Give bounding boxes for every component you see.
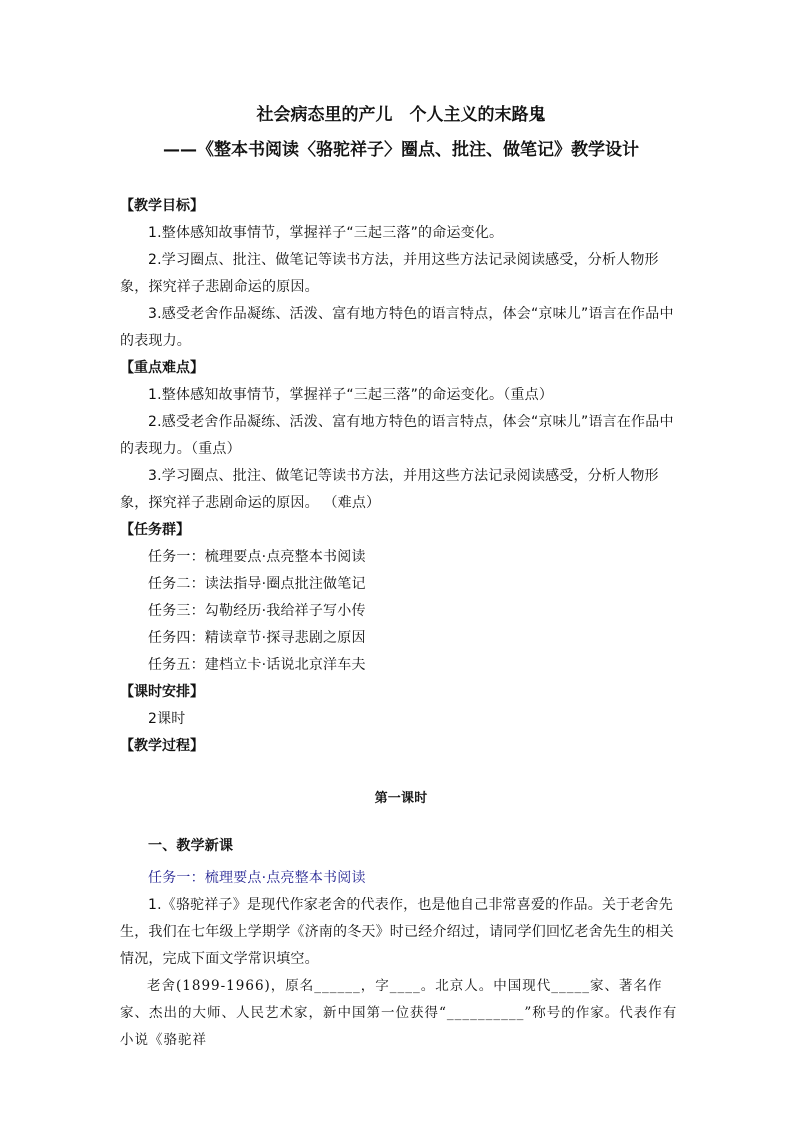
goals-heading: 【教学目标】 bbox=[120, 198, 204, 214]
goal-item: 3.感受老舍作品凝练、活泼、富有地方特色的语言特点，体会“京味儿”语言在作品中的表现力。 bbox=[120, 306, 674, 349]
tasks-heading: 【任务群】 bbox=[120, 522, 190, 538]
key-point-item: 1.整体感知故事情节，掌握祥子“三起三落”的命运变化。（重点） bbox=[148, 387, 554, 403]
key-points-heading: 【重点难点】 bbox=[120, 360, 204, 376]
part-heading: 一、教学新课 bbox=[148, 838, 234, 854]
schedule-heading: 【课时安排】 bbox=[120, 684, 204, 700]
lesson-paragraph: 1.《骆驼祥子》是现代作家老舍的代表作，也是他自己非常喜爱的作品。关于老舍先生，我们在七年级上学期学《济南的冬天》时已经介绍过，请同学们回忆老舍先生的相关情况，完成下面文学常识填空。 bbox=[120, 897, 674, 967]
fill-in-paragraph: 老舍(1899-1966)，原名______，字____。北京人。中国现代_____家、著名作家、杰出的大师、人民艺术家，新中国第一位获得“__________”称号的作家。代表作有小说《骆驼祥 bbox=[120, 978, 678, 1048]
process-heading: 【教学过程】 bbox=[120, 738, 204, 754]
document-subtitle: ——《整本书阅读〈骆驼祥子〉圈点、批注、做笔记》教学设计 bbox=[163, 140, 639, 160]
lesson-title: 第一课时 bbox=[374, 791, 428, 806]
task-item: 任务三：勾勒经历·我给祥子写小传 bbox=[148, 603, 366, 619]
task-item: 任务一：梳理要点·点亮整本书阅读 bbox=[148, 549, 366, 565]
goal-item: 1.整体感知故事情节，掌握祥子“三起三落”的命运变化。 bbox=[148, 225, 504, 241]
task-one-heading: 任务一：梳理要点·点亮整本书阅读 bbox=[148, 870, 366, 886]
task-item: 任务四：精读章节·探寻悲剧之原因 bbox=[148, 630, 366, 646]
key-point-item: 3.学习圈点、批注、做笔记等读书方法，并用这些方法记录阅读感受，分析人物形象，探究祥子悲剧命运的原因。 （难点） bbox=[120, 468, 659, 511]
task-item: 任务二：读法指导·圈点批注做笔记 bbox=[148, 576, 366, 592]
document-page bbox=[120, 98, 682, 1054]
task-item: 任务五：建档立卡·话说北京洋车夫 bbox=[148, 657, 366, 673]
document-title: 社会病态里的产儿 个人主义的末路鬼 bbox=[256, 105, 546, 125]
goal-item: 2.学习圈点、批注、做笔记等读书方法，并用这些方法记录阅读感受，分析人物形象，探究祥子悲剧命运的原因。 bbox=[120, 252, 659, 295]
schedule-text: 2课时 bbox=[148, 711, 186, 727]
key-point-item: 2.感受老舍作品凝练、活泼、富有地方特色的语言特点，体会“京味儿”语言在作品中的表现力。（重点） bbox=[120, 414, 674, 457]
